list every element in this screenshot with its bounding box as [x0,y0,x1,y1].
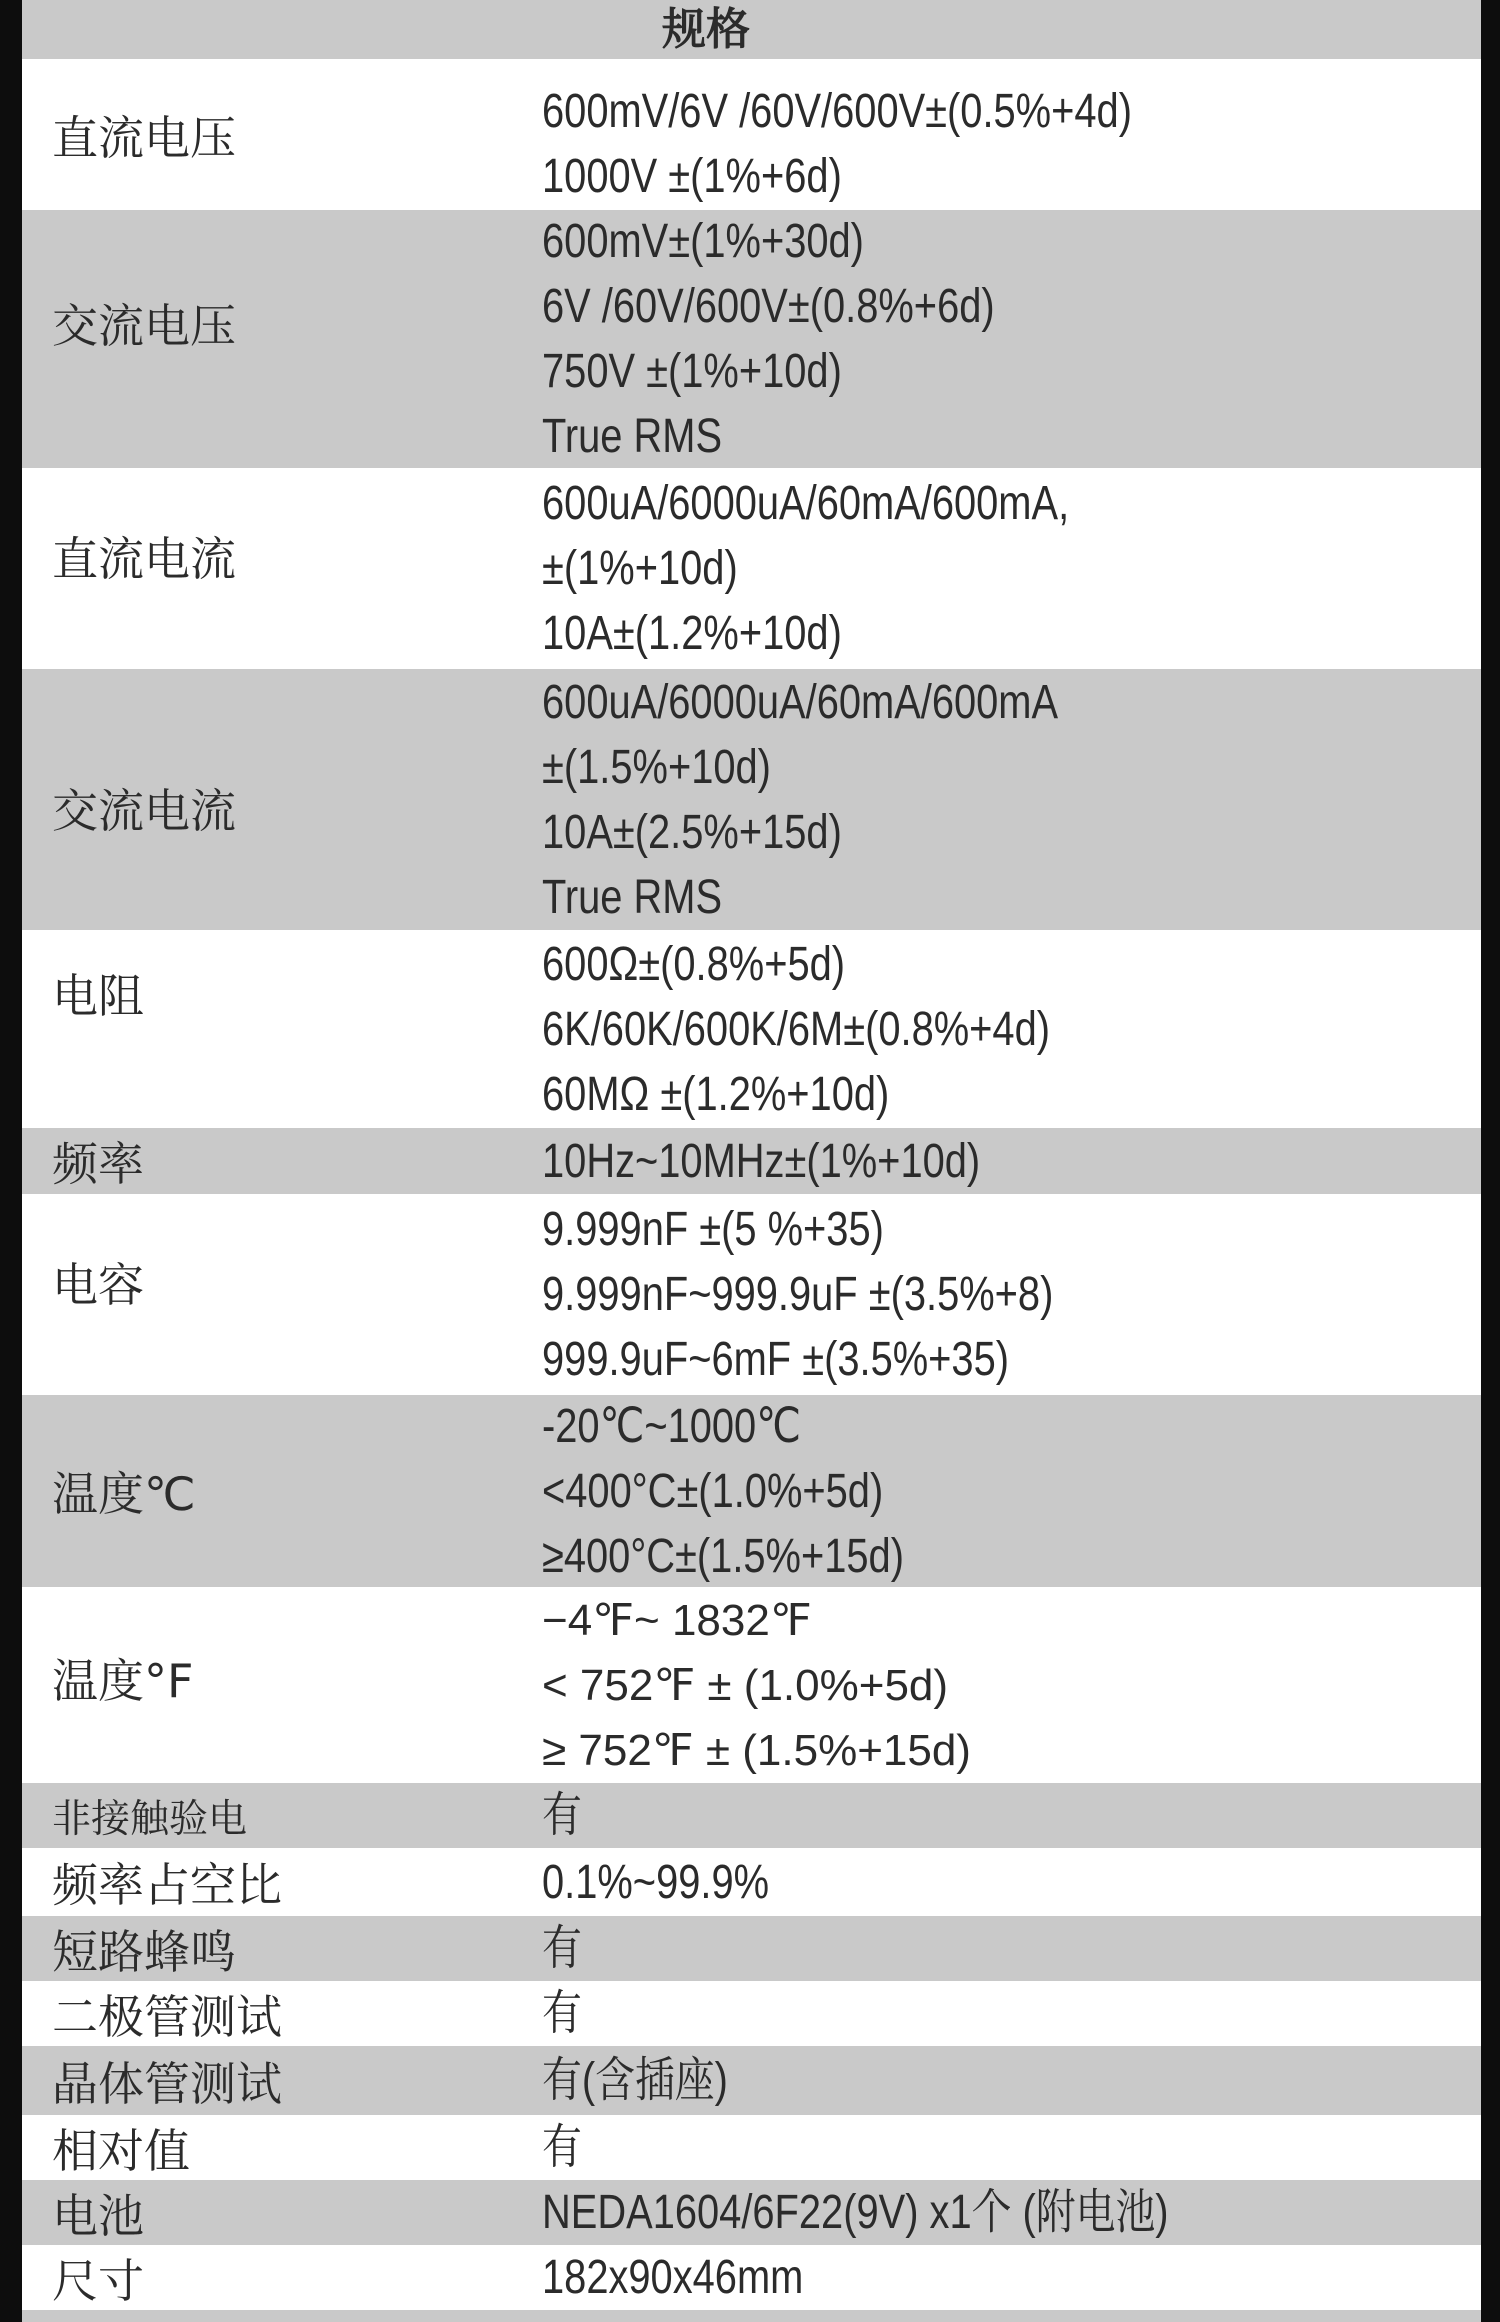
spec-value-line: 750V ±(1%+10d) [542,345,842,398]
spec-value-line: 600mV/6V /60V/600V±(0.5%+4d) [542,84,1132,138]
spec-label-capacitance: 电容 [52,1257,144,1312]
spec-value-line: 6V /60V/600V±(0.8%+6d) [542,280,995,333]
spec-value-line: 有(含插座) [542,2054,728,2107]
spec-value-line: ±(1%+10d) [542,542,738,595]
spec-label-dc-voltage: 直流电压 [52,110,236,165]
spec-row-continuity-buzzer [22,1916,1481,1981]
spec-value-line: 有 [542,1987,582,2040]
spec-value-line: 有 [542,1789,582,1842]
spec-value-line: 10A±(2.5%+15d) [542,805,842,859]
spec-values-dc-current [542,471,1177,666]
spec-values-ncv [542,1783,590,1848]
spec-values-temperature-c [542,1394,978,1589]
table-title: 规格 [662,4,750,55]
spec-row-capacitance [22,1194,1481,1395]
spec-row-dc-current [22,468,1481,669]
spec-label-dimensions: 尺寸 [52,2253,144,2308]
spec-value-line: NEDA1604/6F22(9V) x1个 (附电池) [542,2186,1169,2239]
spec-label-battery: 电池 [52,2188,144,2243]
spec-row-battery [22,2180,1481,2245]
spec-value-line: 600uA/6000uA/60mA/600mA, [542,477,1070,530]
spec-values-capacitance [542,1197,1158,1392]
spec-label-relative-value: 相对值 [52,2123,190,2178]
spec-values-transistor-test [542,2048,766,2113]
spec-row-ac-current [22,669,1481,930]
spec-value-line: 9.999nF ±(5 %+35) [542,1203,884,1256]
spec-label-duty-cycle: 频率占空比 [52,1858,282,1912]
spec-value-line: 182x90x46mm [542,2251,804,2304]
spec-value-line: 60MΩ ±(1.2%+10d) [542,1067,890,1121]
spec-row-duty-cycle [22,1848,1481,1916]
spec-values-ac-current [542,670,1164,930]
spec-value-line: ≥ 752℉ ± (1.5%+15d) [542,1725,971,1775]
spec-value-line: <400°C±(1.0%+5d) [542,1464,884,1518]
spec-row-resistance [22,930,1481,1128]
spec-label-diode-test: 二极管测试 [52,1989,282,2044]
spec-values-relative-value [542,2115,590,2180]
spec-label-ac-current: 交流电流 [52,783,236,838]
spec-value-line: -20℃~1000℃ [542,1399,801,1453]
spec-row-ac-voltage [22,210,1481,468]
spec-values-battery [542,2180,1297,2245]
spec-row-relative-value [22,2115,1481,2180]
spec-value-line: ≥400°C±(1.5%+15d) [542,1529,904,1583]
spec-value-line: 600mV±(1%+30d) [542,215,864,268]
spec-value-line: 600uA/6000uA/60mA/600mA [542,675,1059,729]
spec-values-dc-voltage [542,79,1253,209]
spec-value-line: 1000V ±(1%+6d) [542,149,842,203]
spec-values-diode-test [542,1981,590,2046]
spec-row-cutoff [22,2310,1481,2322]
spec-row-diode-test [22,1981,1481,2046]
spec-value-line: True RMS [542,870,723,924]
spec-value-line: 999.9uF~6mF ±(3.5%+35) [542,1333,1009,1386]
spec-label-continuity-buzzer: 短路蜂鸣 [52,1924,236,1979]
spec-row-dimensions [22,2245,1481,2310]
spec-row-ncv [22,1783,1481,1848]
spec-value-line: 600Ω±(0.8%+5d) [542,937,846,991]
spec-value-line: −4℉~ 1832℉ [542,1595,812,1645]
spec-row-transistor-test [22,2046,1481,2115]
spec-values-continuity-buzzer [542,1916,590,1981]
spec-row-frequency [22,1128,1481,1194]
spec-value-line: 6K/60K/600K/6M±(0.8%+4d) [542,1002,1050,1056]
spec-value-line: 有 [542,1922,582,1975]
spec-value-line: 9.999nF~999.9uF ±(3.5%+8) [542,1268,1054,1321]
spec-values-resistance [542,932,1154,1127]
spec-value-line: 10A±(1.2%+10d) [542,607,842,660]
spec-label-dc-current: 直流电流 [52,531,236,586]
spec-row-temperature-c [22,1395,1481,1587]
spec-value-line: 有 [542,2121,582,2174]
spec-values-temperature-f [542,1588,971,1783]
spec-value-line: 0.1%~99.9% [542,1855,770,1909]
spec-row-dc-voltage [22,59,1481,210]
spec-label-frequency: 频率 [52,1137,144,1191]
spec-values-frequency [542,1129,1070,1194]
spec-value-line: ±(1.5%+10d) [542,740,771,794]
spec-row-temperature-f [22,1587,1481,1783]
spec-table [22,0,1481,2322]
spec-value-line: True RMS [542,410,723,463]
spec-values-duty-cycle [542,1850,816,1915]
spec-value-line: < 752℉ ± (1.0%+5d) [542,1660,949,1710]
spec-value-line: 10Hz~10MHz±(1%+10d) [542,1134,981,1188]
spec-label-resistance: 电阻 [52,969,144,1023]
spec-label-temperature-f: 温度°F [52,1654,194,1708]
spec-label-ac-voltage: 交流电压 [52,299,236,353]
spec-label-ncv: 非接触验电 [52,1796,248,1842]
spec-table-header [22,0,1481,59]
spec-label-transistor-test: 晶体管测试 [52,2056,282,2111]
spec-values-dimensions [542,2245,857,2310]
spec-label-temperature-c: 温度℃ [52,1467,196,1521]
spec-values-ac-voltage [542,209,1087,469]
